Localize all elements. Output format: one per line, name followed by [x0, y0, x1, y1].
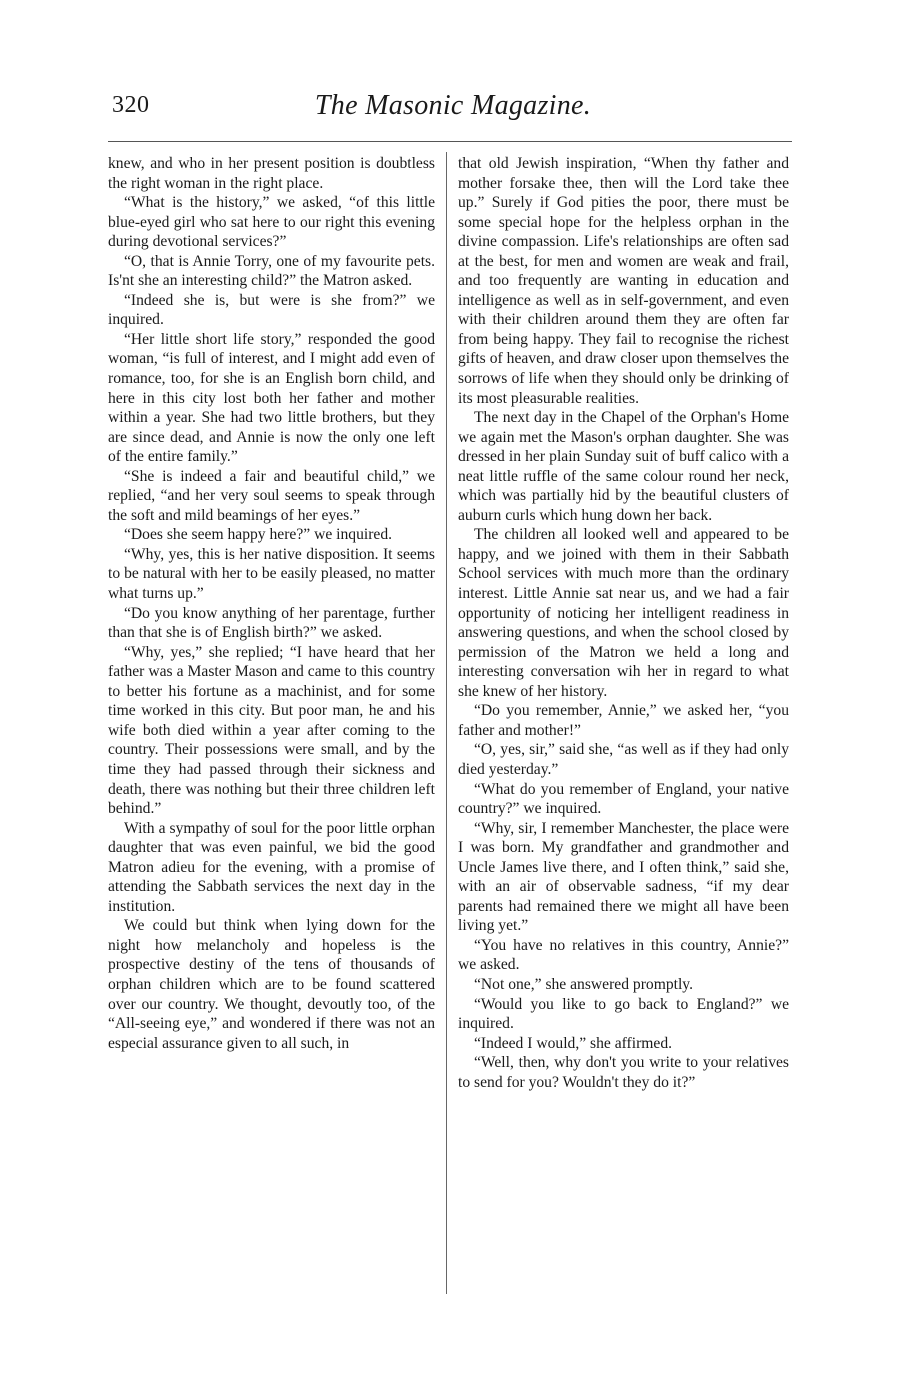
paragraph: “Would you like to go back to England?” we inquired. [458, 995, 789, 1033]
paragraph: “She is indeed a fair and beautiful child,” we replied, “and her very soul seems to speak through the soft and mild beamings of her eyes.” [108, 467, 435, 524]
paragraph: “Well, then, why don't you write to your relatives to send for you? Wouldn't they do it?” [458, 1054, 789, 1091]
left-column [108, 154, 435, 1053]
page-header [108, 92, 798, 126]
paragraph: “Indeed I would,” she affirmed. [474, 1034, 673, 1052]
column-divider [446, 152, 447, 1294]
page-number: 320 [112, 92, 150, 118]
paragraph: “Does she seem happy here?” we inquired. [124, 526, 393, 544]
paragraph: “Why, sir, I remember Manchester, the place were I was born. My grandfather and grandmother and Uncle James live there, and I often think,” said she, with an air of observable sadness, “if my dear parents had remained there we might all have been living yet.” [458, 819, 789, 935]
paragraph: “Indeed she is, but were is she from?” we inquired. [108, 291, 435, 329]
running-title: The Masonic Magazine. [314, 90, 592, 121]
paragraph: “Why, yes,” she replied; “I have heard that her father was a Master Mason and came to this country to better his fortune as a machinist, and for some time worked in this city. But poor man, he and his wife both died within a year after coming to the country. Their possessions were small, and by the time they had passed through their sickness and death, there was nothing but their three children left behind.” [108, 643, 435, 818]
paragraph: that old Jewish inspiration, “When thy father and mother forsake thee, then will the Lord take thee up.” Surely if God pities the poor, there must be some special hope for the helpless orphan in the divine compassion. Life's relationships are often sad at the best, for men and women are weak and frail, and too frequently are wanting in education and intelligence as well as in self-government, and even with their children around them they are often far from being happy. They fail to recognise the richest gifts of heaven, and draw closer upon themselves the sorrows of life when they should only be drinking of its most pleasurable realities. [458, 155, 789, 407]
paragraph: “Her little short life story,” responded the good woman, “is full of interest, and I might add even of romance, too, for she is an English born child, and here in this city lost both her father and mother within a year. She had two little brothers, but they are since dead, and Annie is now the only one left of the entire family.” [108, 330, 435, 466]
paragraph: “What is the history,” we asked, “of this little blue-eyed girl who sat here to our right this evening during devotional services?” [108, 194, 435, 251]
right-column [458, 154, 789, 1092]
paragraph: knew, and who in her present position is doubtless the right woman in the right place. [108, 155, 435, 192]
paragraph: “O, that is Annie Torry, one of my favourite pets. Is'nt she an interesting child?” the Matron asked. [108, 252, 435, 290]
paragraph: With a sympathy of soul for the poor little orphan daughter that was even painful, we bid the good Matron adieu for the evening, with a promise of attending the Sabbath services the next day in the institution. [108, 819, 435, 915]
paragraph: “You have no relatives in this country, Annie?” we asked. [458, 936, 789, 974]
paragraph: We could but think when lying down for the night how melancholy and hopeless is the prospective destiny of the tens of thousands of orphan children which are to be found scattered over our country. We thought, devoutly too, of the “All-seeing eye,” and wondered if there was not an especial assurance given to all such, in [108, 917, 435, 1052]
paragraph: “What do you remember of England, your native country?” we inquired. [458, 780, 789, 818]
paragraph: “O, yes, sir,” said she, “as well as if they had only died yesterday.” [458, 741, 789, 778]
paragraph: The next day in the Chapel of the Orphan's Home we again met the Mason's orphan daughter. She was dressed in her plain Sunday suit of buff calico with a neat little ruffle of the same colour round her neck, which was partially hid by the beautiful clusters of auburn curls which hung down her back. [458, 409, 789, 524]
paragraph: The children all looked well and appeared to be happy, and we joined with them in their Sabbath School services with much more than the ordinary interest. Little Annie sat near us, and we had a fair opportunity of noticing her intelligent readiness in answering questions, and when the school closed by permission of the Matron we held a long and interesting conversation wih her in regard to what she knew of her history. [458, 526, 789, 700]
header-rule [108, 141, 792, 142]
paragraph: “Do you know anything of her parentage, further than that she is of English birth?” we asked. [108, 604, 435, 642]
paragraph: “Not one,” she answered promptly. [474, 975, 693, 993]
paragraph: “Do you remember, Annie,” we asked her, “you father and mother!” [458, 702, 789, 739]
paragraph: “Why, yes, this is her native disposition. It seems to be natural with her to be easily pleased, no matter what turns up.” [108, 545, 435, 603]
